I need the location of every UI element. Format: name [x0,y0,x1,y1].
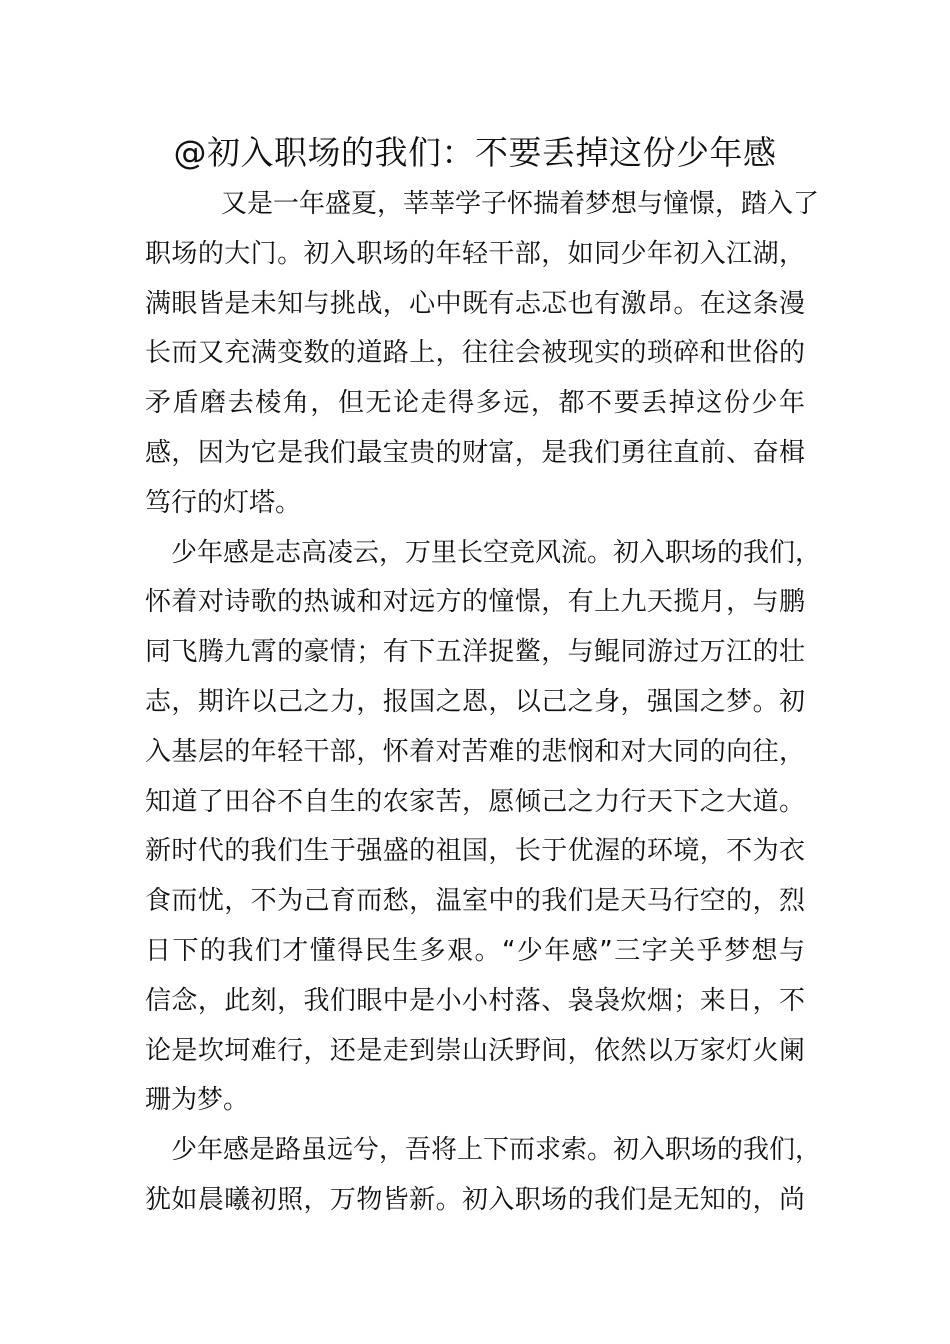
text-line: 信念，此刻，我们眼中是小小村落、袅袅炊烟；来日，不 [145,985,805,1016]
text-line: 又是一年盛夏，莘莘学子怀揣着梦想与憧憬，踏入了 [221,189,820,219]
text-line: 职场的大门。初入职场的年轻干部，如同少年初入江湖， [145,238,805,269]
text-line: 犹如晨曦初照，万物皆新。初入职场的我们是无知的，尚 [145,1184,805,1215]
text-line: 珊为梦。 [145,1085,250,1116]
text-line: 知道了田谷不自生的农家苦，愿倾己之力行天下之大道。 [145,786,805,817]
text-line: 长而又充满变数的道路上，往往会被现实的琐碎和世俗的 [145,338,805,369]
document-title: @初入职场的我们：不要丢掉这份少年感 [173,133,777,172]
text-line: 少年感是志高凌云，万里长空竞风流。初入职场的我们， [171,537,822,568]
text-line: 矛盾磨去棱角，但无论走得多远，都不要丢掉这份少年 [145,388,805,419]
paragraph-3 [145,1126,822,1226]
text-line: 食而忧，不为己育而愁，温室中的我们是天马行空的，烈 [145,886,805,917]
text-line: 怀着对诗歌的热诚和对远方的憧憬，有上九天揽月，与鹏 [145,587,805,618]
text-line: 日下的我们才懂得民生多艰。“少年感”三字关乎梦想与 [145,935,805,966]
text-line: 笃行的灯塔。 [145,487,302,518]
text-line: 论是坎坷难行，还是走到崇山沃野间，依然以万家灯火阑 [145,1035,805,1066]
paragraph-1 [145,180,820,529]
text-line: 满眼皆是未知与挑战，心中既有忐忑也有激昂。在这条漫 [145,288,805,319]
paragraph-2 [145,529,822,1127]
text-line: 少年感是路虽远兮，吾将上下而求索。初入职场的我们， [171,1135,822,1166]
document-body [145,180,822,1226]
text-line: 同飞腾九霄的豪情；有下五洋捉鳖，与鲲同游过万江的壮 [145,637,805,668]
text-line: 入基层的年轻干部，怀着对苦难的悲悯和对大同的向往， [145,736,805,767]
text-line: 感，因为它是我们最宝贵的财富，是我们勇往直前、奋楫 [145,437,805,468]
text-line: 新时代的我们生于强盛的祖国，长于优渥的环境，不为衣 [145,836,805,867]
text-line: 志，期许以己之力，报国之恩，以己之身，强国之梦。初 [145,686,805,717]
